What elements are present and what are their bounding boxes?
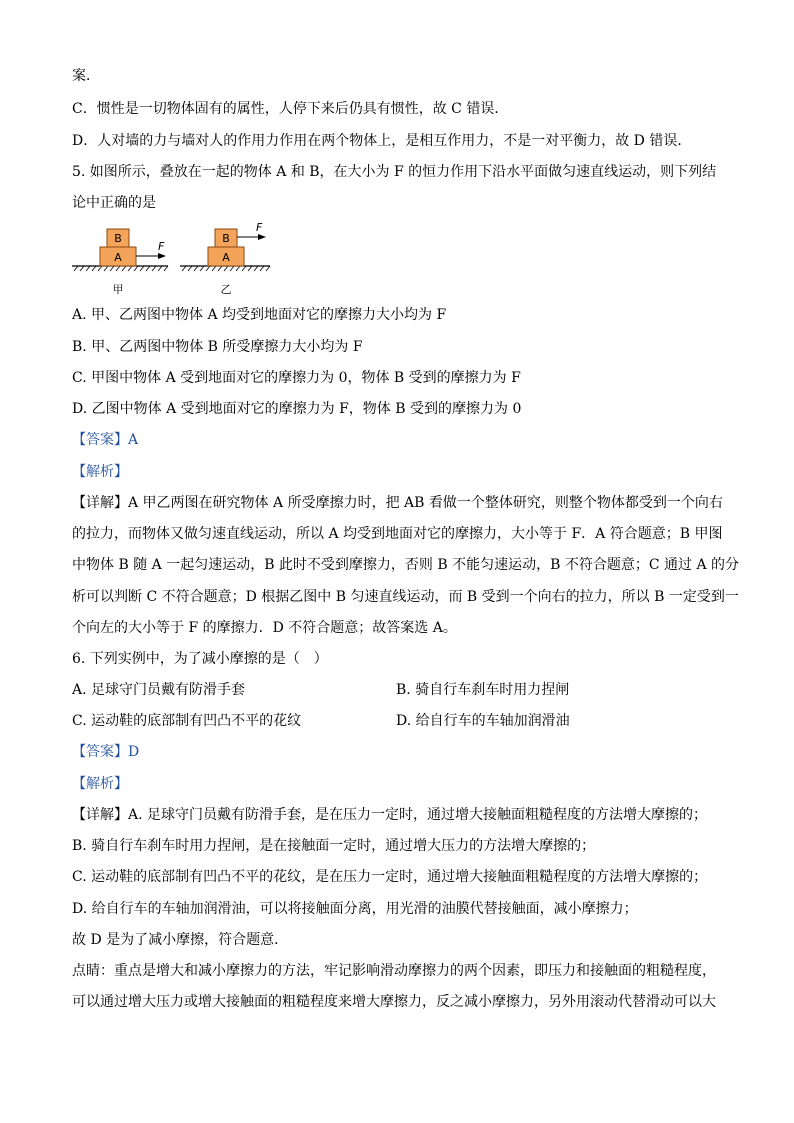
question-5-stem-cont: 论中正确的是 xyxy=(72,195,156,211)
force-arrow xyxy=(158,253,166,259)
text-line: 案． xyxy=(72,68,100,84)
block-b-label: B xyxy=(114,232,122,245)
analysis-text: 故 D 是为了减小摩擦，符合题意． xyxy=(72,932,289,948)
analysis-text: 【详解】A 甲乙两图在研究物体 A 所受摩擦力时，把 AB 看做一个整体研究，则整个物体都受到一个向右 xyxy=(72,495,723,511)
block-a-label: A xyxy=(114,251,122,264)
analysis-text: D. 给自行车的车轴加润滑油，可以将接触面分离，用光滑的油膜代替接触面，减小摩擦力； xyxy=(72,901,638,917)
option-d: D. 给自行车的车轴加润滑油 xyxy=(396,713,570,729)
analysis-text: B. 骑自行车刹车时用力捏闸，是在接触面一定时，通过增大压力的方法增大摩擦的； xyxy=(72,838,596,854)
analysis-text: 个向左的大小等于 F 的摩擦力．D 不符合题意；故答案选 A。 xyxy=(72,620,457,636)
block-a-label: A xyxy=(222,251,230,264)
figure-right xyxy=(180,222,270,296)
option-a: A. 足球守门员戴有防滑手套 xyxy=(72,682,246,698)
option-b: B. 甲、乙两图中物体 B 所受摩擦力大小均为 F xyxy=(72,339,363,355)
analysis-text: 析可以判断 C 不符合题意；D 根据乙图中 B 匀速直线运动，而 B 受到一个向右的拉力，所以 B 一定受到一 xyxy=(72,589,739,605)
figure-left xyxy=(72,229,168,296)
text-line: C．惯性是一切物体固有的属性，人停下来后仍具有惯性，故 C 错误． xyxy=(72,101,509,117)
figure-left-caption: 甲 xyxy=(112,283,124,296)
option-a: A. 甲、乙两图中物体 A 均受到地面对它的摩擦力大小均为 F xyxy=(72,307,447,323)
key-point-text: 点睛：重点是增大和减小摩擦力的方法，牢记影响滑动摩擦力的两个因素，即压力和接触面的粗糙程度， xyxy=(72,963,716,979)
text-line: D．人对墙的力与墙对人的作用力作用在两个物体上，是相互作用力，不是一对平衡力，故 D 错误． xyxy=(72,133,692,149)
question-5-stem: 5. 如图所示，叠放在一起的物体 A 和 B，在大小为 F 的恒力作用下沿水平面做匀速直线运动，则下列结 xyxy=(72,164,717,180)
force-arrow xyxy=(258,234,266,240)
block-b-label: B xyxy=(222,232,230,245)
force-label: F xyxy=(158,240,165,253)
analysis-text: 的拉力，而物体又做匀速直线运动，所以 A 均受到地面对它的摩擦力，大小等于 F．A 符合题意；B 甲图 xyxy=(72,526,723,542)
analysis-text: C. 运动鞋的底部制有凹凸不平的花纹，是在压力一定时，通过增大接触面粗糙程度的方法增大摩擦的； xyxy=(72,869,708,885)
block-figure xyxy=(72,222,292,298)
analysis-heading: 【解析】 xyxy=(72,464,128,480)
option-c: C. 运动鞋的底部制有凹凸不平的花纹 xyxy=(72,713,302,729)
analysis-heading: 【解析】 xyxy=(72,776,128,792)
force-label: F xyxy=(256,222,263,234)
option-c: C. 甲图中物体 A 受到地面对它的摩擦力为 0，物体 B 受到的摩擦力为 F xyxy=(72,370,521,386)
key-point-text: 可以通过增大压力或增大接触面的粗糙程度来增大摩擦力，反之减小摩擦力，另外用滚动代替滑动可以大 xyxy=(72,994,716,1010)
option-d: D. 乙图中物体 A 受到地面对它的摩擦力为 F，物体 B 受到的摩擦力为 0 xyxy=(72,401,522,417)
option-b: B. 骑自行车刹车时用力捏闸 xyxy=(396,682,570,698)
answer-heading: 【答案】A xyxy=(72,432,139,448)
figure-right-caption: 乙 xyxy=(220,283,232,296)
question-6-stem: 6. 下列实例中，为了减小摩擦的是（ ） xyxy=(72,651,328,667)
answer-heading: 【答案】D xyxy=(72,744,140,760)
analysis-text: 中物体 B 随 A 一起匀速运动，B 此时不受到摩擦力，否则 B 不能匀速运动，B 不符合题意；C 通过 A 的分 xyxy=(72,557,740,573)
analysis-text: 【详解】A. 足球守门员戴有防滑手套，是在压力一定时，通过增大接触面粗糙程度的方法增大摩擦的； xyxy=(72,807,708,823)
